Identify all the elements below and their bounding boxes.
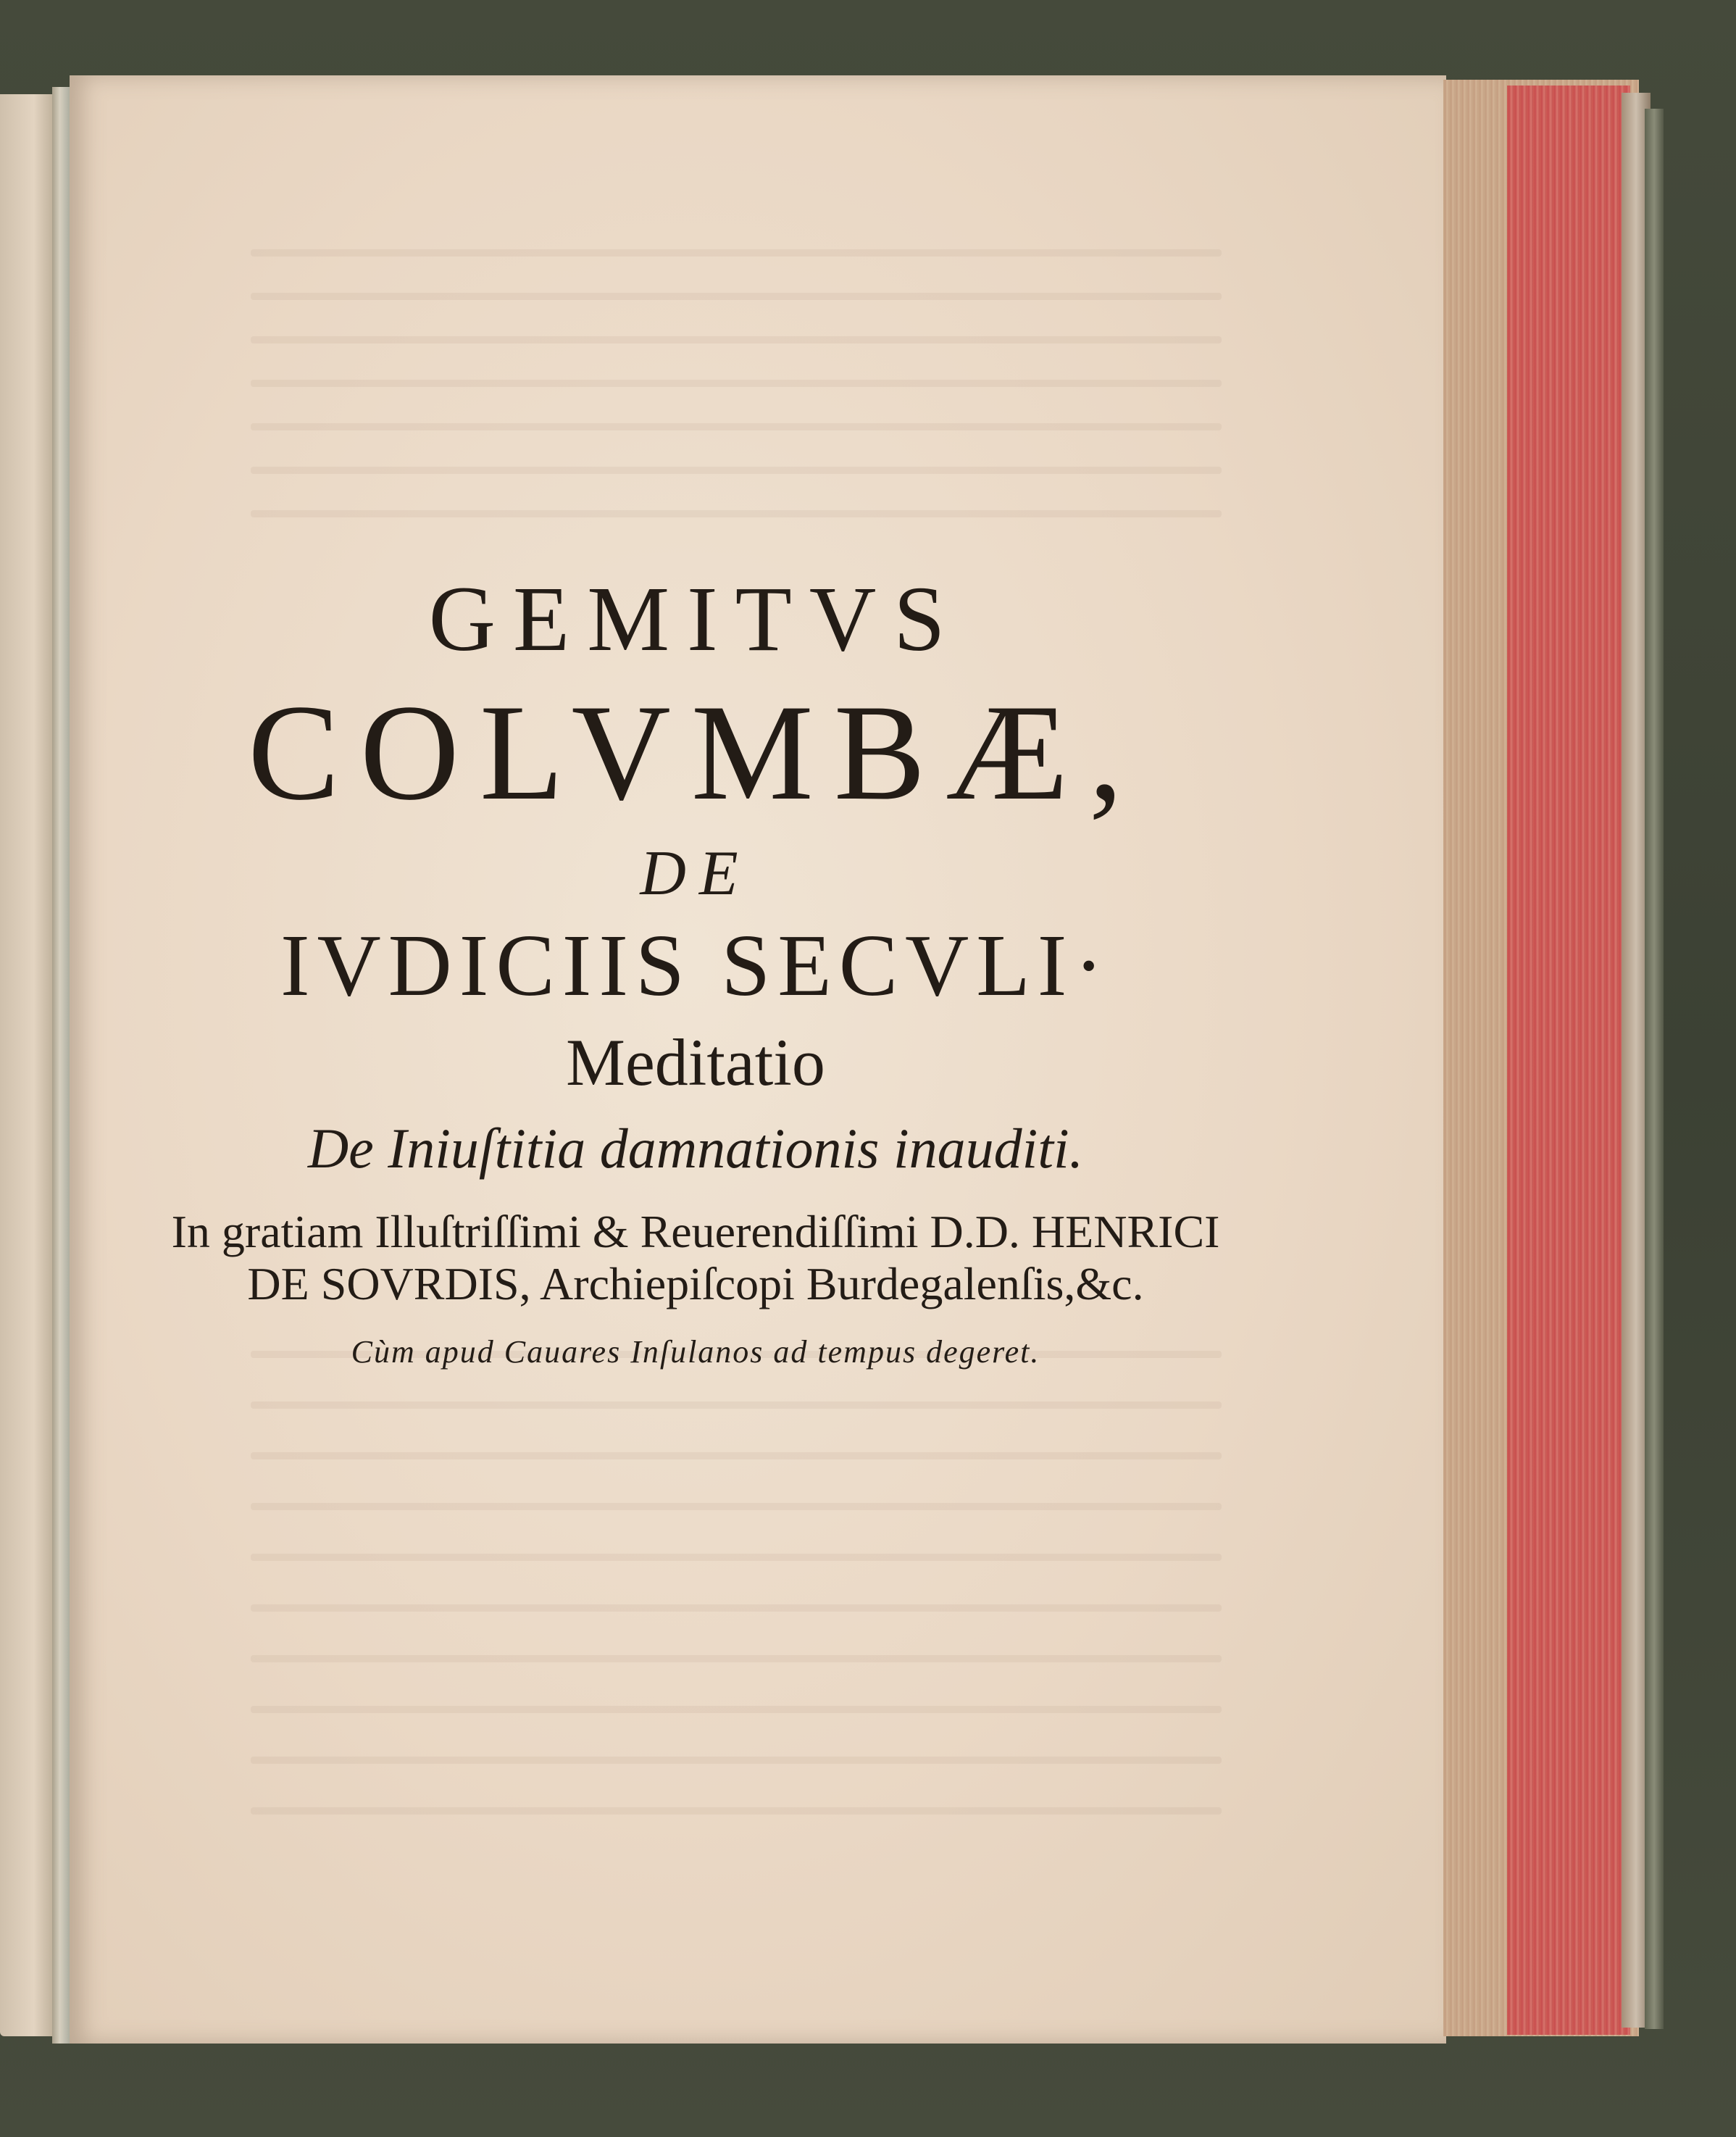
show-through-line: [251, 1655, 1222, 1662]
show-through-line: [251, 380, 1222, 387]
show-through-line: [251, 467, 1222, 474]
show-through-line: [251, 510, 1222, 517]
show-through-line: [251, 423, 1222, 430]
dedication-line-2: DE SOVRDIS, Archiepiſcopi Burdegalenſis,&c.: [247, 1258, 1144, 1309]
show-through-line: [251, 336, 1222, 343]
red-edge-gilding: [1507, 86, 1630, 2035]
show-through-line: [251, 1503, 1222, 1510]
show-through-line: [251, 1604, 1222, 1612]
show-through-line: [251, 1452, 1222, 1459]
show-through-line: [251, 1554, 1222, 1561]
title-line-de: DE: [640, 838, 751, 909]
title-line-iudiciis: IVDICIIS SECVLI·: [280, 917, 1111, 1015]
show-through-line: [251, 1757, 1222, 1764]
dedication-line-1: In gratiam Illuſtriſſimi & Reuerendiſſimi D.D. HENRICI: [171, 1206, 1220, 1257]
show-through-line: [251, 249, 1222, 257]
show-through-line: [251, 1401, 1222, 1409]
title-text-block: [145, 558, 1246, 1368]
title-line-gemitus: GEMITVS: [428, 567, 963, 670]
subtitle-line: De Iniuſtitia damnationis inauditi.: [307, 1117, 1084, 1180]
show-through-line: [251, 1706, 1222, 1713]
closing-line: Cùm apud Cauares Inſulanos ad tempus degeret.: [351, 1334, 1040, 1370]
title-line-columbae: COLVMBÆ,: [248, 677, 1143, 829]
binding: [1645, 109, 1664, 2029]
show-through-line: [251, 1807, 1222, 1815]
title-line-meditatio: Meditatio: [566, 1025, 825, 1099]
left-facing-page: [0, 94, 57, 2036]
show-through-line: [251, 293, 1222, 300]
